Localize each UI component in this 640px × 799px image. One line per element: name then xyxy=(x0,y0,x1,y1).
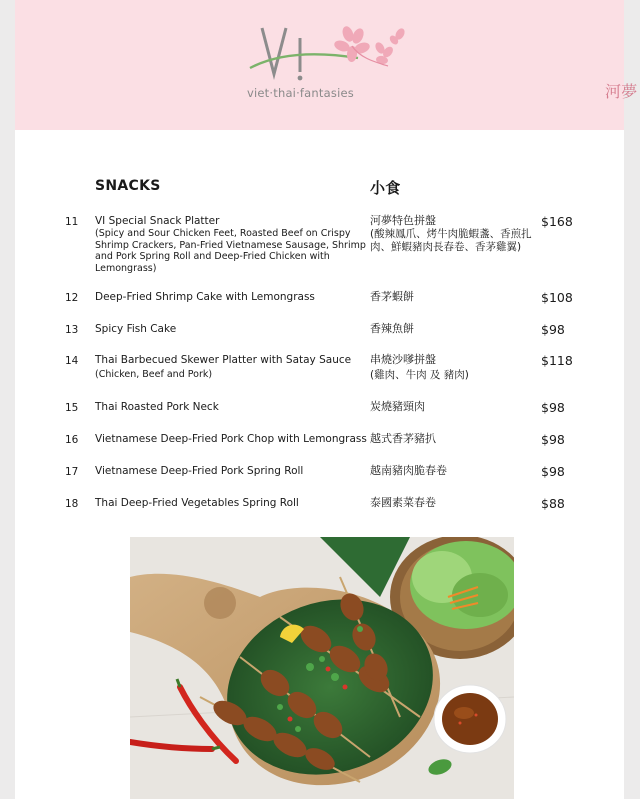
item-name-cn: 河夢特色拼盤 (酸辣鳳爪、烤牛肉脆蝦盞、香煎扎肉、鮮蝦豬肉長春卷、香茅雞翼) xyxy=(370,214,538,253)
item-number: 11 xyxy=(65,216,79,228)
brand-tagline: viet·thai·fantasies 河夢 xyxy=(247,86,354,100)
logo-swoosh xyxy=(250,54,358,68)
item-name-cn: 炭燒豬頸肉 xyxy=(370,400,425,413)
item-number: 14 xyxy=(65,355,79,367)
logo-v-letter xyxy=(262,28,286,74)
item-number: 15 xyxy=(65,402,79,414)
item-desc-en: (Spicy and Sour Chicken Feet, Roasted Beef on Crispy Shrimp Crackers, Pan-Fried Vietnamese Sausage, Shrimp and Pork Spring Roll and Deep-Fried Chicken with Lemongrass) xyxy=(95,228,366,274)
item-price: $88 xyxy=(541,496,565,511)
item-name-cn: 泰國素菜春卷 xyxy=(370,496,436,509)
item-price: $98 xyxy=(541,464,565,479)
menu-page xyxy=(15,0,638,799)
item-price: $98 xyxy=(541,400,565,415)
item-name-en: Vietnamese Deep-Fried Pork Chop with Lemongrass xyxy=(95,433,367,445)
brand-tagline-cn: 河夢 xyxy=(605,82,638,101)
item-number: 12 xyxy=(65,292,79,304)
item-name-en: Vietnamese Deep-Fried Pork Spring Roll xyxy=(95,465,304,477)
item-name-en: Thai Roasted Pork Neck xyxy=(95,401,219,413)
item-name-cn: 越南豬肉脆春卷 xyxy=(370,464,447,477)
item-number: 13 xyxy=(65,324,79,336)
item-price: $98 xyxy=(541,432,565,447)
section-title-cn: 小食 xyxy=(370,179,401,197)
header-banner xyxy=(15,0,638,130)
restaurant-logo xyxy=(240,22,410,86)
item-name-cn: 越式香茅豬扒 xyxy=(370,432,436,445)
item-price: $108 xyxy=(541,290,573,305)
item-name-cn: 香辣魚餅 xyxy=(370,322,414,335)
item-desc-cn: (酸辣鳳爪、烤牛肉脆蝦盞、香煎扎肉、鮮蝦豬肉長春卷、香茅雞翼) xyxy=(370,228,532,253)
item-name-en: Thai Deep-Fried Vegetables Spring Roll xyxy=(95,497,299,509)
food-photo xyxy=(130,537,514,799)
blossom-icon xyxy=(333,25,407,65)
section-title-en: SNACKS xyxy=(95,178,161,194)
item-name-en: Thai Barbecued Skewer Platter with Satay Sauce (Chicken, Beef and Pork) xyxy=(95,353,370,381)
skewer-platter-illustration xyxy=(130,537,514,799)
item-desc-en: (Chicken, Beef and Pork) xyxy=(95,369,213,380)
item-price: $98 xyxy=(541,322,565,337)
item-name-cn: 串燒沙嗲拼盤 (雞肉、牛肉 及 豬肉) xyxy=(370,353,538,382)
item-price: $118 xyxy=(541,353,573,368)
item-name-en: Spicy Fish Cake xyxy=(95,323,177,335)
item-number: 16 xyxy=(65,434,79,446)
item-number: 17 xyxy=(65,466,79,478)
item-price: $168 xyxy=(541,214,573,229)
item-desc-cn: (雞肉、牛肉 及 豬肉) xyxy=(370,369,469,381)
item-name-cn: 香茅蝦餅 xyxy=(370,290,414,303)
item-name-en: VI Special Snack Platter (Spicy and Sour Chicken Feet, Roasted Beef on Crispy Shrimp Crackers, Pan-Fried Vietnamese Sausage, Shrimp and Pork Spring Roll and Deep-Fried Chicken with Lemongrass) xyxy=(95,214,370,274)
item-name-en: Deep-Fried Shrimp Cake with Lemongrass xyxy=(95,291,315,303)
item-number: 18 xyxy=(65,498,79,510)
